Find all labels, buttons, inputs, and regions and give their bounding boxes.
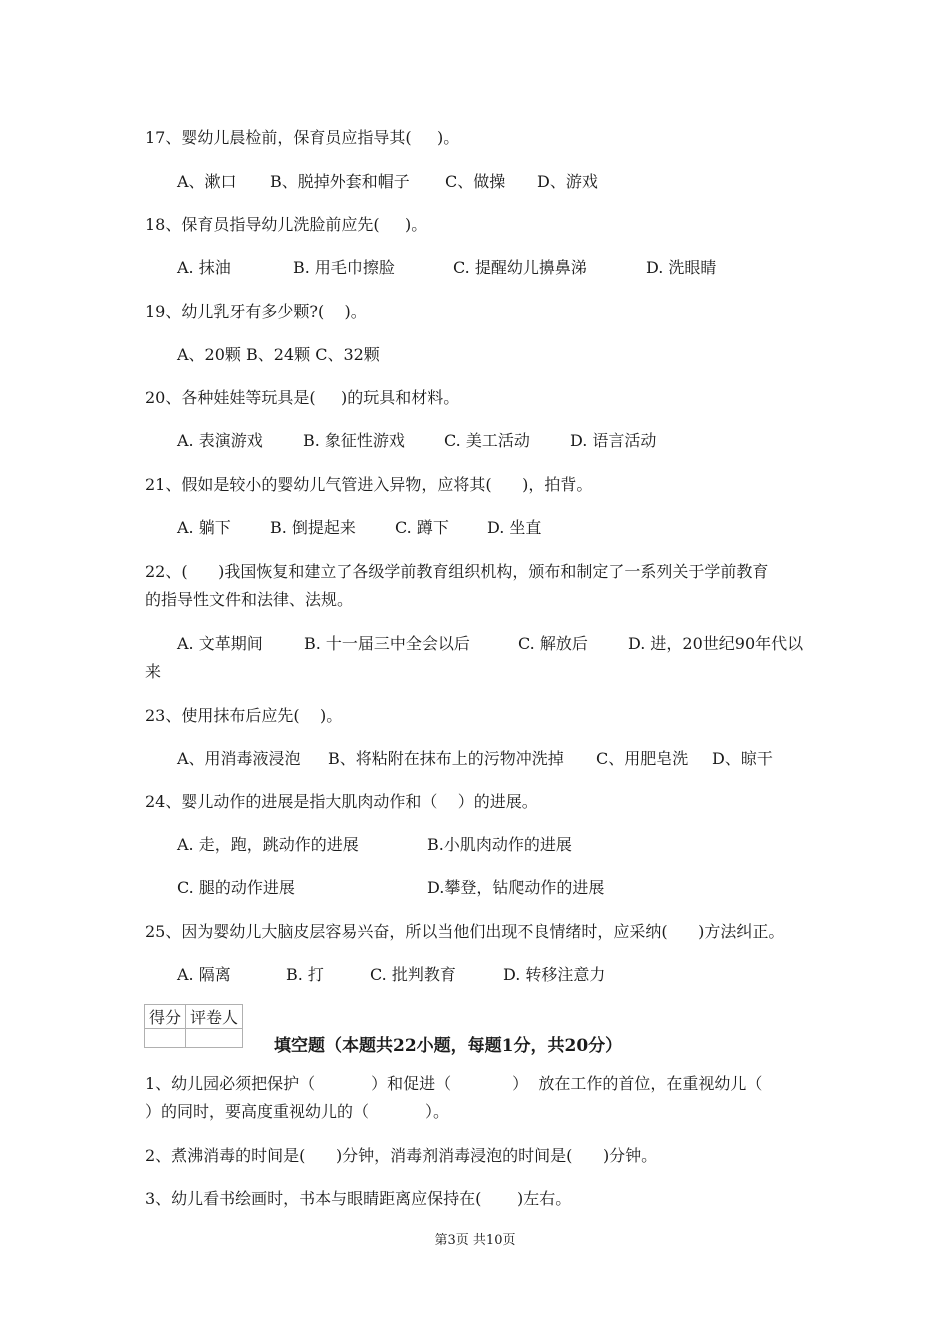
fill-blank-3: 3、幼儿看书绘画时，书本与眼睛距离应保持在( )左右。 bbox=[145, 1189, 572, 1208]
option-b: B. 用毛巾擦脸 bbox=[293, 258, 395, 277]
question-17-stem: 17、婴幼儿晨检前，保育员应指导其( )。 bbox=[145, 128, 460, 147]
option-a: A、用消毒液浸泡 bbox=[177, 749, 301, 768]
reviewer-cell[interactable] bbox=[186, 1029, 243, 1048]
option-b: B. 倒提起来 bbox=[270, 518, 356, 537]
page-footer: 第3页 共10页 bbox=[434, 1233, 516, 1248]
option-c: C. 美工活动 bbox=[444, 431, 530, 450]
option-a: A. 走，跑，跳动作的进展 bbox=[177, 835, 359, 854]
score-box bbox=[144, 1004, 243, 1048]
option-c: C. 腿的动作进展 bbox=[177, 878, 295, 897]
fill-blank-1-line1: 1、幼儿园必须把保护（ ）和促进（ ） 放在工作的首位，在重视幼儿（ bbox=[145, 1074, 763, 1093]
option-b: B、脱掉外套和帽子 bbox=[270, 172, 410, 191]
option-a: A. 躺下 bbox=[177, 518, 231, 537]
option-a: A. 表演游戏 bbox=[177, 431, 263, 450]
option-c: C、用肥皂洗 bbox=[596, 749, 689, 768]
option-b: B、将粘附在抹布上的污物冲洗掉 bbox=[328, 749, 564, 768]
option-b: B. 十一届三中全会以后 bbox=[304, 634, 470, 653]
option-d: D. 进，20世纪90年代以 bbox=[628, 634, 804, 653]
option-b: B. 象征性游戏 bbox=[303, 431, 405, 450]
option-c: C. 提醒幼儿擤鼻涕 bbox=[453, 258, 587, 277]
question-23-stem: 23、使用抹布后应先( )。 bbox=[145, 706, 343, 725]
score-cell[interactable] bbox=[145, 1029, 186, 1048]
question-22-stem-line1: 22、( )我国恢复和建立了各级学前教育组织机构，颁布和制定了一系列关于学前教育 bbox=[145, 562, 769, 581]
option-c: C. 批判教育 bbox=[370, 965, 456, 984]
option-d: D.攀登，钻爬动作的进展 bbox=[427, 878, 605, 897]
option-a: A. 文革期间 bbox=[177, 634, 263, 653]
option-a: A. 抹油 bbox=[177, 258, 231, 277]
option-c: C. 解放后 bbox=[518, 634, 588, 653]
question-22-options-continued: 来 bbox=[145, 662, 162, 681]
option-c: C. 蹲下 bbox=[395, 518, 449, 537]
question-19-stem: 19、幼儿乳牙有多少颗?( )。 bbox=[145, 302, 367, 321]
question-22-stem-line2: 的指导性文件和法律、法规。 bbox=[145, 590, 354, 609]
score-label: 得分 bbox=[145, 1005, 186, 1029]
question-20-stem: 20、各种娃娃等玩具是( )的玩具和材料。 bbox=[145, 388, 460, 407]
question-18-stem: 18、保育员指导幼儿洗脸前应先( )。 bbox=[145, 215, 428, 234]
option-d: D. 转移注意力 bbox=[503, 965, 606, 984]
option-d: D、晾干 bbox=[712, 749, 773, 768]
question-21-stem: 21、假如是较小的婴幼儿气管进入异物，应将其( )，拍背。 bbox=[145, 475, 593, 494]
question-24-stem: 24、婴儿动作的进展是指大肌肉动作和（ ）的进展。 bbox=[145, 792, 538, 811]
question-19-options: A、20颗 B、24颗 C、32颗 bbox=[177, 345, 380, 364]
fill-blank-1-line2: ）的同时，要高度重视幼儿的（ ）。 bbox=[145, 1102, 449, 1121]
fill-blank-2: 2、煮沸消毒的时间是( )分钟，消毒剂消毒浸泡的时间是( )分钟。 bbox=[145, 1146, 658, 1165]
section-title: 填空题（本题共22小题，每题1分，共20分） bbox=[274, 1036, 623, 1056]
option-d: D、游戏 bbox=[537, 172, 598, 191]
option-a: A. 隔离 bbox=[177, 965, 231, 984]
option-c: C、做操 bbox=[445, 172, 506, 191]
option-b: B.小肌肉动作的进展 bbox=[427, 835, 572, 854]
option-b: B. 打 bbox=[286, 965, 324, 984]
reviewer-label: 评卷人 bbox=[186, 1005, 243, 1029]
option-d: D. 洗眼睛 bbox=[646, 258, 717, 277]
question-25-stem: 25、因为婴幼儿大脑皮层容易兴奋，所以当他们出现不良情绪时，应采纳( )方法纠正。 bbox=[145, 922, 785, 941]
option-a: A、漱口 bbox=[177, 172, 237, 191]
option-d: D. 语言活动 bbox=[570, 431, 657, 450]
option-d: D. 坐直 bbox=[487, 518, 542, 537]
